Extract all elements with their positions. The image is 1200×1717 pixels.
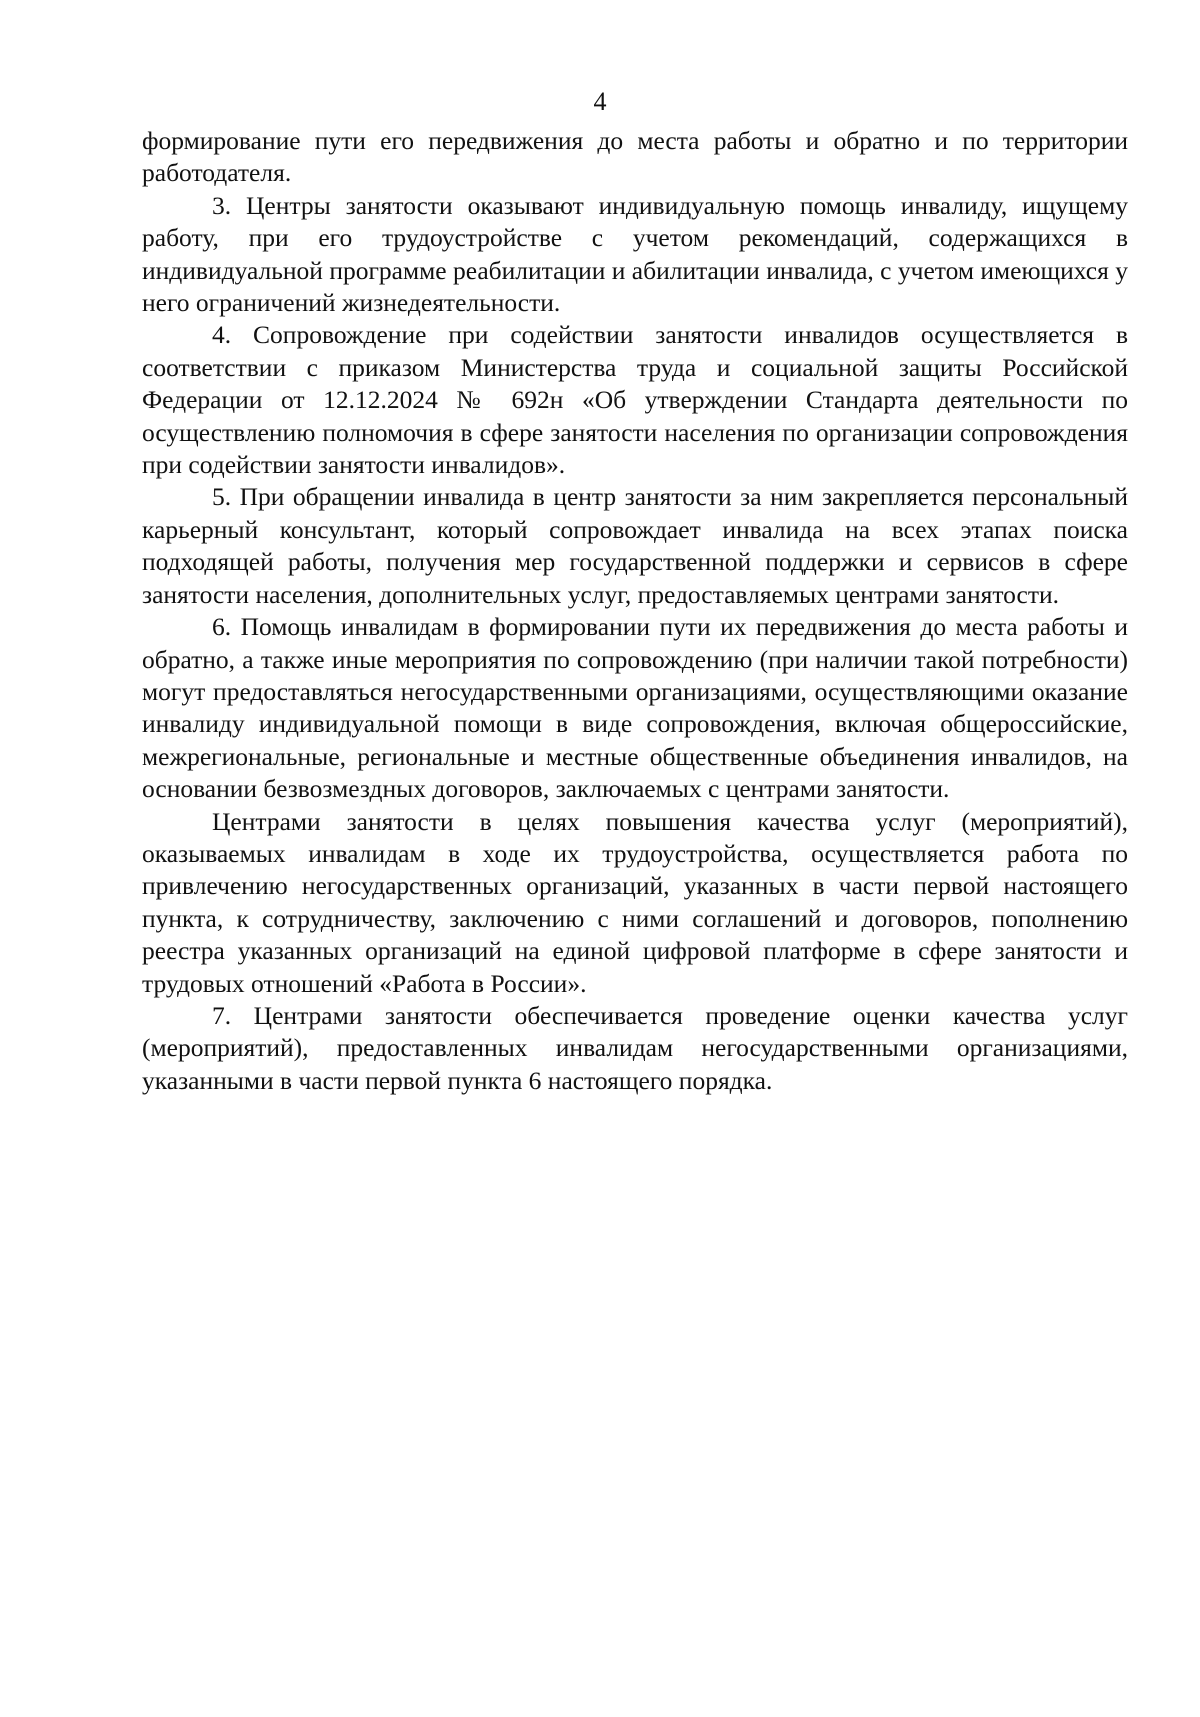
document-body — [142, 125, 1128, 1097]
paragraph-item-5: 5. При обращении инвалида в центр занятости за ним закрепляется персональный карьерный консультант, который сопровождает инвалида на всех этапах поиска подходящей работы, получения мер государственной поддержки и сервисов в сфере занятости населения, дополнительных услуг, предоставляемых центрами занятости. — [142, 482, 1128, 609]
page-number: 4 — [593, 87, 607, 116]
paragraph-continuation: формирование пути его передвижения до места работы и обратно и по территории работодателя. — [142, 126, 1128, 188]
paragraph-item-6-part-2: Центрами занятости в целях повышения качества услуг (мероприятий), оказываемых инвалидам в ходе их трудоустройства, осуществляется работа по привлечению негосударственных организаций, указанных в части первой настоящего пункта, к сотрудничеству, заключению с ними соглашений и договоров, пополнению реестра указанных организаций на единой цифровой платформе в сфере занятости и трудовых отношений «Работа в России». — [142, 806, 1128, 998]
paragraph-item-4: 4. Сопровождение при содействии занятости инвалидов осуществляется в соответствии с приказом Министерства труда и социальной защиты Российской Федерации от 12.12.2024 № 692н «Об утверждении Стандарта деятельности по осуществлению полномочия в сфере занятости населения по организации сопровождения при содействии занятости инвалидов». — [142, 320, 1128, 480]
paragraph-item-7: 7. Центрами занятости обеспечивается проведение оценки качества услуг (мероприятий), предоставленных инвалидам негосударственными организациями, указанными в части первой пункта 6 настоящего порядка. — [142, 1000, 1128, 1095]
paragraph-item-3: 3. Центры занятости оказывают индивидуальную помощь инвалиду, ищущему работу, при его трудоустройстве с учетом рекомендаций, содержащихся в индивидуальной программе реабилитации и абилитации инвалида, с учетом имеющихся у него ограничений жизнедеятельности. — [142, 190, 1128, 318]
paragraph-item-6: 6. Помощь инвалидам в формировании пути их передвижения до места работы и обратно, а также иные мероприятия по сопровождению (при наличии такой потребности) могут предоставляться негосударственными организациями, осуществляющими оказание инвалиду индивидуальной помощи в виде сопровождения, включая общероссийские, межрегиональные, региональные и местные общественные объединения инвалидов, на основании безвозмездных договоров, заключаемых с центрами занятости. — [142, 612, 1128, 804]
